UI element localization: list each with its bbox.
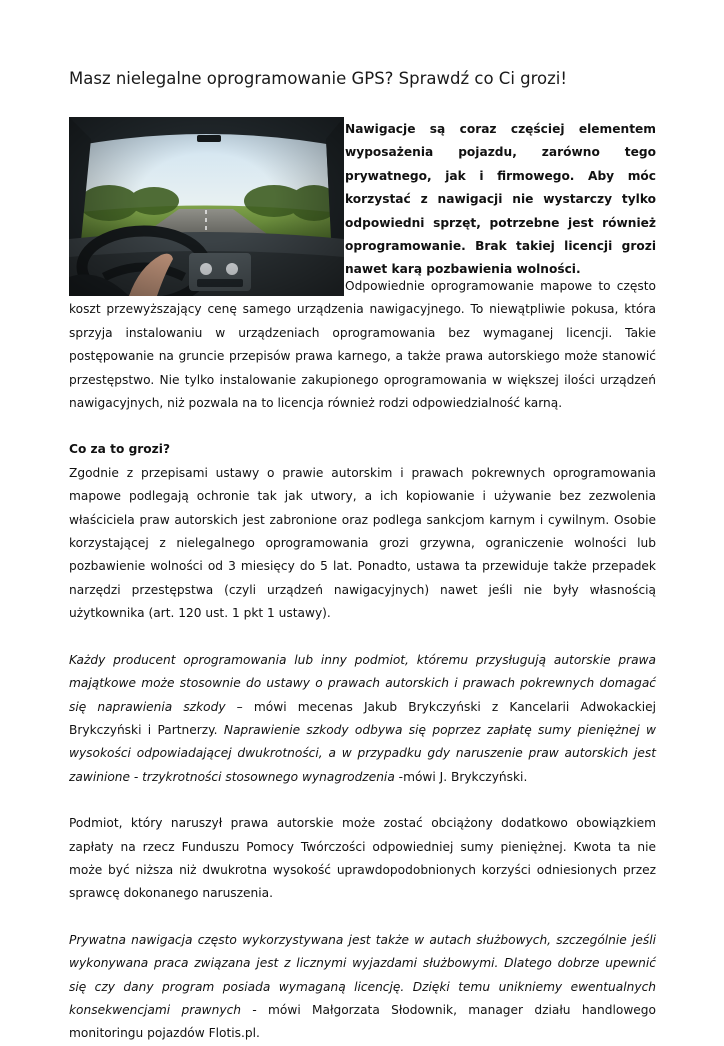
quote-1: Każdy producent oprogramowania lub inny podmiot, któremu przysługują autorskie prawa majątkowe może stosownie do ustawy o prawach autorskich i prawach pokrewnych domagać się naprawienia szkody bbox=[69, 652, 656, 714]
attribution-1: – mówi mecenas Jakub Brykczyński z Kancelarii Adwokackiej Brykczyński i Partnerzy. bbox=[69, 699, 656, 737]
article-title: Masz nielegalne oprogramowanie GPS? Sprawdź co Ci grozi! bbox=[69, 69, 568, 88]
paragraph-2: Zgodnie z przepisami ustawy o prawie autorskim i prawach pokrewnych oprogramowania mapowe podlegają ochronie tak jak utwory, a ich kopiowanie i używanie bez zezwolenia właściciela praw autorskich jest zabronione oraz podlega sankcjom karnym i cywilnym. Osobie korzystającej z nielegalnego oprogramowania grozi grzywna, ograniczenie wolności lub pozbawienie wolności od 3 miesięcy do 5 lat. Ponadto, ustawa ta przewiduje także przepadek narzędzi przestępstwa (czyli urządzeń nawigacyjnych) nawet jeśli nie były własnością użytkownika (art. 120 ust. 1 pkt 1 ustawy). bbox=[69, 465, 656, 621]
attribution-3: mówi Małgorzata Słodownik, manager działu handlowego monitoringu pojazdów Flotis.pl. bbox=[69, 1002, 656, 1041]
attribution-2: -mówi J. Brykczyński. bbox=[394, 769, 528, 784]
paragraph-3 bbox=[69, 649, 656, 789]
quote-3: Prywatna nawigacja często wykorzystywana jest także w autach służbowych, szczególnie jeśli wykonywana praca związana jest z licznymi wyjazdami służbowymi. Dlatego dobrze upewnić się czy dany program posiada wymaganą licencję. Dzięki temu unikniemy ewentualnych konsekwencjami prawnych - bbox=[69, 932, 656, 1017]
section-heading: Co za to grozi? bbox=[69, 442, 171, 457]
paragraph-4: Podmiot, który naruszył prawa autorskie może zostać obciążony dodatkowo obowiązkiem zapłaty na rzecz Funduszu Pomocy Twórczości odpowiedniej sumy pieniężnej. Kwota ta nie może być niższa niż dwukrotna wysokość uprawdopodobnionych korzyści odniesionych przez sprawcę dokonanego naruszenia. bbox=[69, 816, 656, 901]
article-body bbox=[69, 275, 656, 1046]
article-lead: Nawigacje są coraz częściej elementem wyposażenia pojazdu, zarówno tego prywatnego, jak i firmowego. Aby móc korzystać z nawigacji nie wystarczy tylko odpowiedni sprzęt, potrzebne jest również oprogramowanie. Brak takiej licencji grozi nawet karą pozbawienia wolności. bbox=[345, 122, 656, 277]
paragraph-1: Odpowiednie oprogramowanie mapowe to często koszt przewyższający cenę samego urządzenia nawigacyjnego. To niewątpliwie pokusa, która sprzyja instalowaniu w urządzeniach oprogramowania bez wymaganej licencji. Takie postępowanie na gruncie przepisów prawa karnego, a także prawa autorskiego może stanowić przestępstwo. Nie tylko instalowanie zakupionego oprogramowania w większej ilości urządzeń nawigacyjnych, niż pozwala na to licencja również rodzi odpowiedzialność karną. bbox=[69, 279, 656, 411]
car-dashboard-photo bbox=[69, 117, 344, 296]
quote-2: Naprawienie szkody odbywa się poprzez zapłatę sumy pieniężnej w wysokości odpowiadającej dwukrotności, a w przypadku gdy naruszenie praw autorskich jest zawinione - trzykrotności stosownego wynagrodzenia bbox=[69, 722, 657, 784]
paragraph-5 bbox=[69, 929, 656, 1046]
